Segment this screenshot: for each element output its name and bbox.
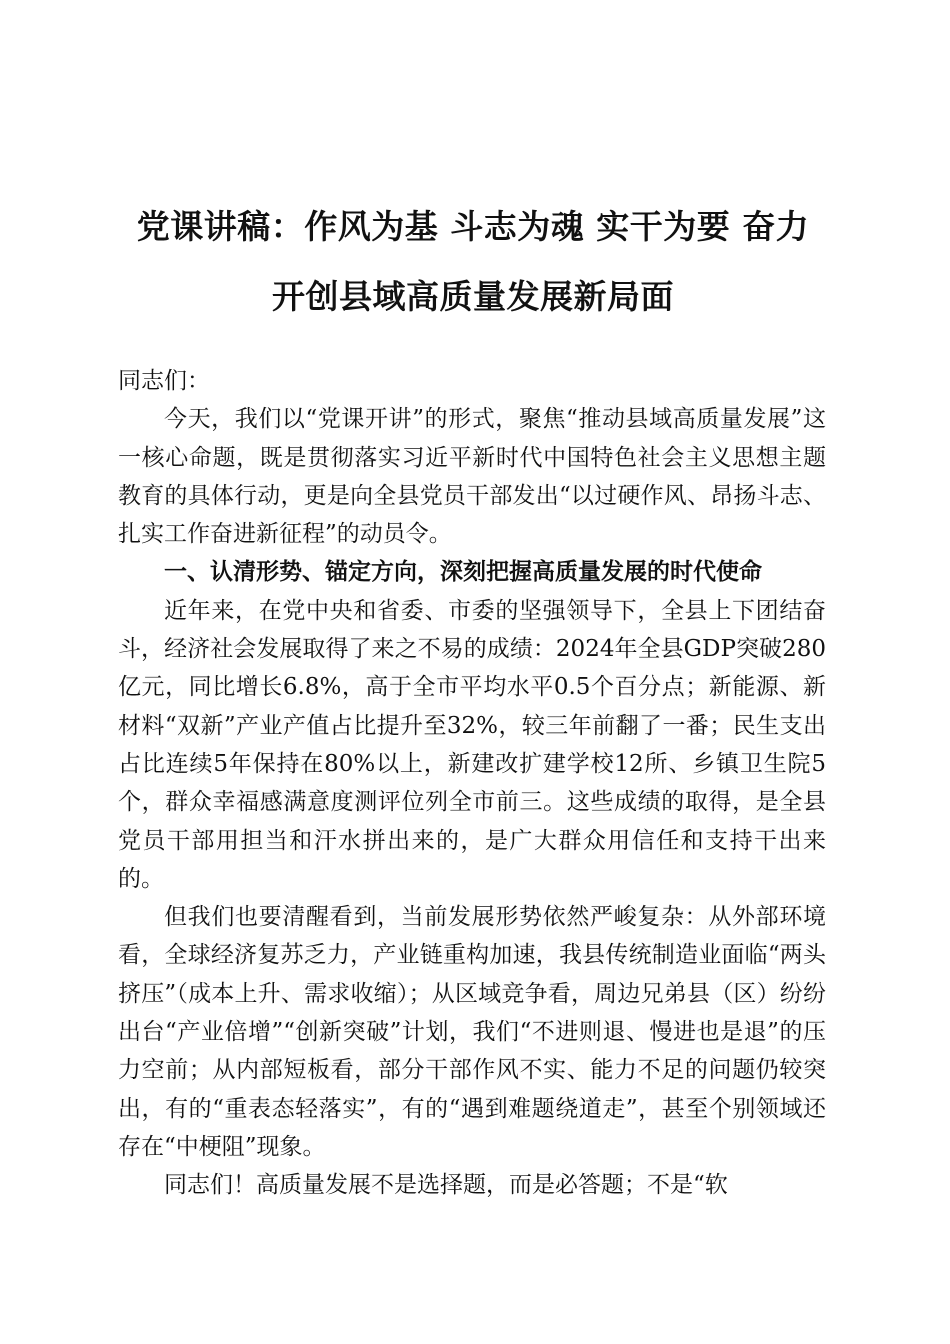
closing-paragraph: 同志们！高质量发展不是选择题，而是必答题；不是“软 bbox=[164, 1172, 728, 1199]
intro-paragraph: 今天，我们以“党课开讲”的形式，聚焦“推动县域高质量发展”这一核心命题，既是贯彻落实习近平新时代中国特色社会主义思想主题教育的具体行动，更是向全县党员干部发出“以过硬作风、昂扬斗志、扎实工作奋进新征程”的动员令。 bbox=[118, 406, 826, 548]
document-title bbox=[118, 192, 828, 332]
challenges-paragraph: 但我们也要清醒看到，当前发展形势依然严峻复杂：从外部环境看，全球经济复苏乏力，产业链重构加速，我县传统制造业面临“两头挤压”（成本上升、需求收缩）；从区域竞争看，周边兄弟县（区）纷纷出台“产业倍增”“创新突破”计划，我们“不进则退、慢进也是退”的压力空前；从内部短板看，部分干部作风不实、能力不足的问题仍较突出，有的“重表态轻落实”，有的“遇到难题绕道走”，甚至个别领域还存在“中梗阻”现象。 bbox=[118, 904, 826, 1160]
greeting: 同志们： bbox=[118, 368, 210, 394]
section-heading-1: 一、认清形势、锚定方向，深刻把握高质量发展的时代使命 bbox=[164, 559, 762, 586]
document-body bbox=[118, 362, 826, 1205]
achievements-paragraph: 近年来，在党中央和省委、市委的坚强领导下，全县上下团结奋斗，经济社会发展取得了来之不易的成绩：2024年全县GDP突破280亿元，同比增长6.8%，高于全市平均水平0.5个百分点；新能源、新材料“双新”产业产值占比提升至32%，较三年前翻了一番；民生支出占比连续5年保持在80%以上，新建改扩建学校12所、乡镇卫生院5个，群众幸福感满意度测评位列全市前三。这些成绩的取得，是全县党员干部用担当和汗水拼出来的，是广大群众用信任和支持干出来的。 bbox=[118, 597, 826, 892]
title-line-2: 开创县域高质量发展新局面 bbox=[272, 277, 674, 316]
title-line-1: 党课讲稿：作风为基 斗志为魂 实干为要 奋力 bbox=[136, 207, 810, 246]
